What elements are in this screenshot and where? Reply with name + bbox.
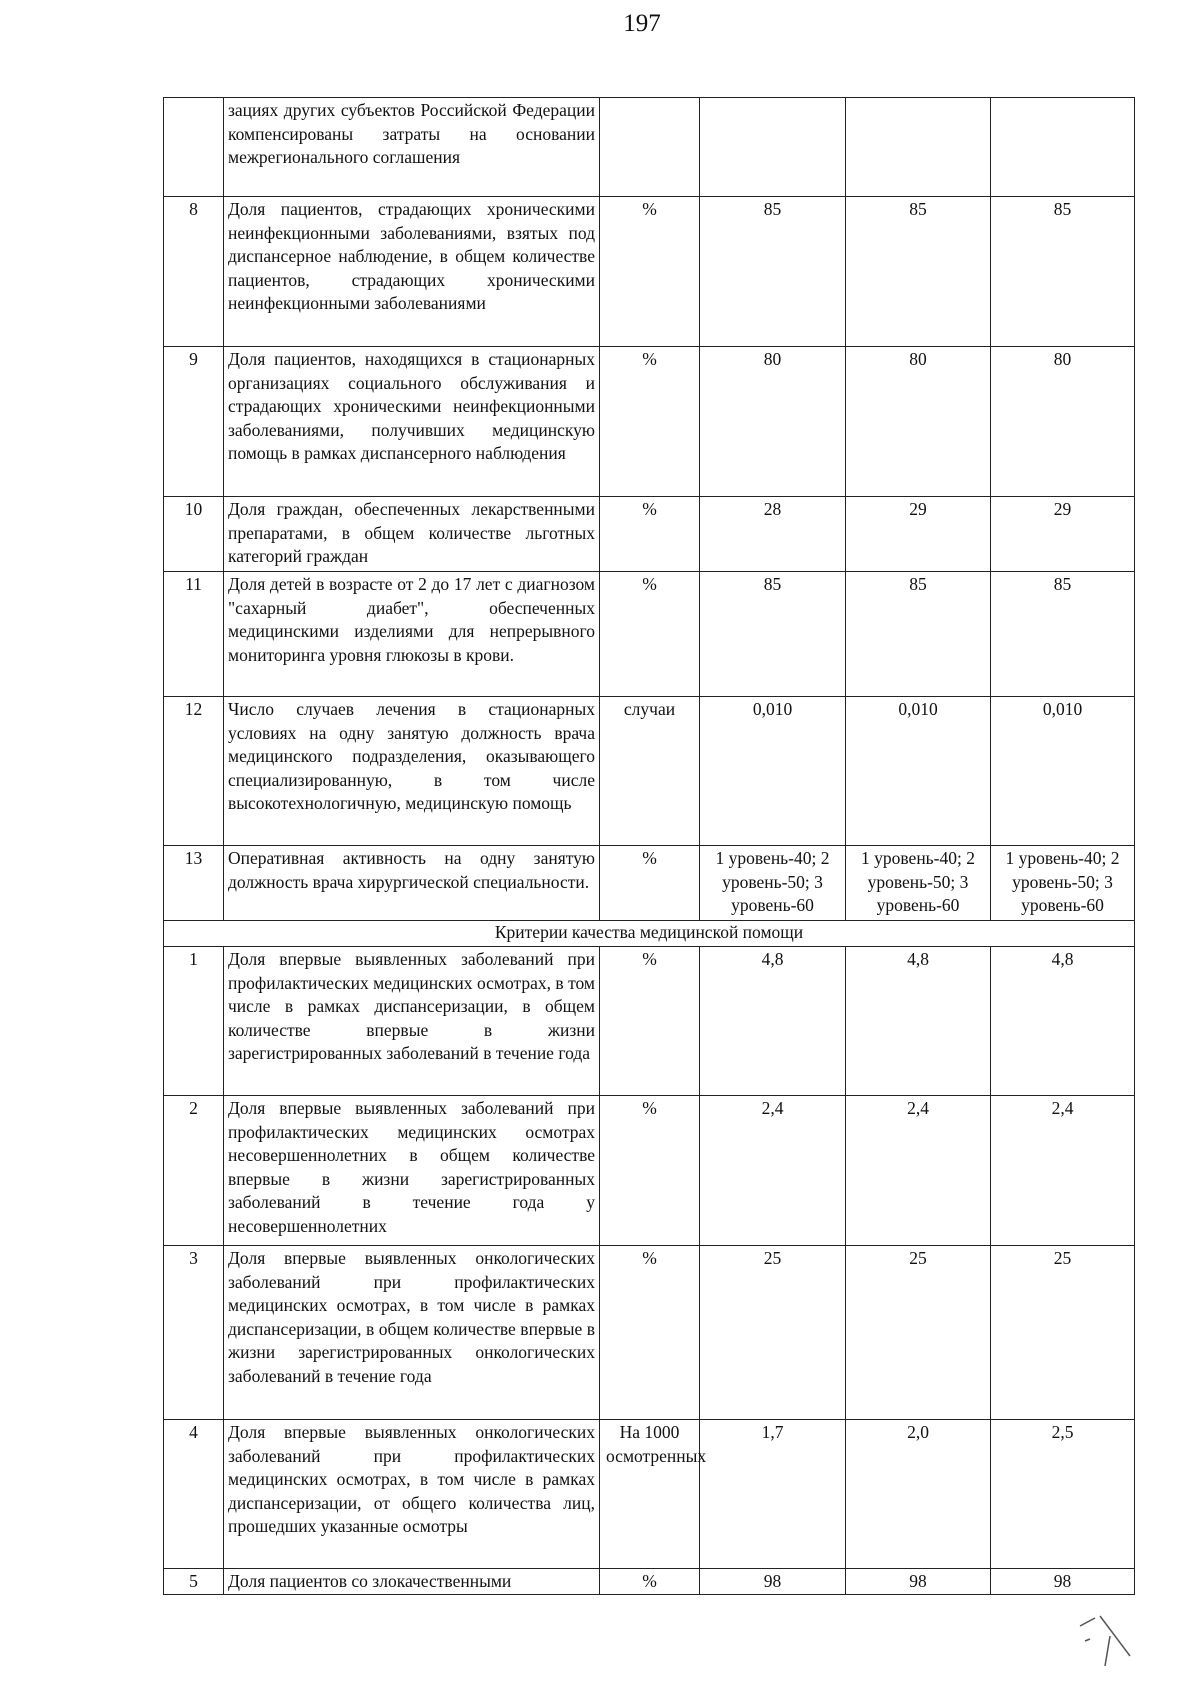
row-value-2: 85	[846, 572, 991, 697]
row-description: зациях других субъектов Российской Федерации компенсированы затраты на основании межрегионального соглашения	[224, 98, 600, 197]
table-row	[164, 947, 1135, 1096]
row-value-3: 85	[991, 572, 1135, 697]
row-unit: %	[600, 197, 700, 347]
row-description: Доля впервые выявленных заболеваний при профилактических медицинских осмотрах несовершеннолетних в общем количестве впервые в жизни зарегистрированных заболеваний в течение года у несовершеннолетних	[224, 1096, 600, 1246]
row-value-1: 1 уровень-40; 2 уровень-50; 3 уровень-60	[700, 846, 846, 921]
row-description: Доля граждан, обеспеченных лекарственными препаратами, в общем количестве льготных категорий граждан	[224, 497, 600, 572]
row-value-3: 4,8	[991, 947, 1135, 1096]
row-unit: %	[600, 497, 700, 572]
row-description: Доля пациентов, страдающих хроническими неинфекционными заболеваниями, взятых под диспансерное наблюдение, в общем количестве пациентов, страдающих хроническими неинфекционными заболеваниями	[224, 197, 600, 347]
row-unit	[600, 98, 700, 197]
section-title: Критерии качества медицинской помощи	[164, 921, 1135, 947]
row-description: Доля пациентов, находящихся в стационарных организациях социального обслуживания и страдающих хроническими неинфекционными заболеваниями, получивших медицинскую помощь в рамках диспансерного наблюдения	[224, 347, 600, 497]
row-value-3: 25	[991, 1246, 1135, 1420]
row-description: Доля впервые выявленных онкологических заболеваний при профилактических медицинских осмотрах, в том числе в рамках диспансеризации, в общем количестве впервые в жизни зарегистрированных онкологических заболеваний в течение года	[224, 1246, 600, 1420]
row-description: Число случаев лечения в стационарных условиях на одну занятую должность врача медицинского подразделения, оказывающего специализированную, в том числе высокотехнологичную, медицинскую помощь	[224, 697, 600, 846]
row-number: 4	[164, 1420, 224, 1569]
row-number: 12	[164, 697, 224, 846]
row-number	[164, 98, 224, 197]
row-value-2: 85	[846, 197, 991, 347]
row-value-2	[846, 98, 991, 197]
table-row	[164, 1246, 1135, 1420]
row-value-1: 28	[700, 497, 846, 572]
row-description: Оперативная активность на одну занятую должность врача хирургической специальности.	[224, 846, 600, 921]
table-row	[164, 572, 1135, 697]
row-unit: %	[600, 572, 700, 697]
row-description: Доля пациентов со злокачественными	[224, 1569, 600, 1595]
row-value-1	[700, 98, 846, 197]
row-number: 9	[164, 347, 224, 497]
row-unit: %	[600, 347, 700, 497]
page-number: 197	[623, 10, 661, 37]
row-unit: %	[600, 1096, 700, 1246]
table-row	[164, 1420, 1135, 1569]
table-row	[164, 497, 1135, 572]
row-number: 3	[164, 1246, 224, 1420]
row-number: 10	[164, 497, 224, 572]
row-number: 5	[164, 1569, 224, 1595]
row-value-2: 1 уровень-40; 2 уровень-50; 3 уровень-60	[846, 846, 991, 921]
table-row	[164, 1096, 1135, 1246]
table-row	[164, 98, 1135, 197]
row-unit: %	[600, 1569, 700, 1595]
row-unit: %	[600, 846, 700, 921]
table-row	[164, 197, 1135, 347]
row-number: 8	[164, 197, 224, 347]
row-value-3: 80	[991, 347, 1135, 497]
row-value-3: 29	[991, 497, 1135, 572]
row-value-3: 2,4	[991, 1096, 1135, 1246]
row-value-2: 25	[846, 1246, 991, 1420]
table-row	[164, 347, 1135, 497]
row-value-1: 2,4	[700, 1096, 846, 1246]
row-value-3	[991, 98, 1135, 197]
row-value-1: 4,8	[700, 947, 846, 1096]
row-value-2: 2,0	[846, 1420, 991, 1569]
row-value-2: 4,8	[846, 947, 991, 1096]
row-value-2: 29	[846, 497, 991, 572]
row-value-1: 85	[700, 572, 846, 697]
row-value-2: 2,4	[846, 1096, 991, 1246]
row-value-3: 2,5	[991, 1420, 1135, 1569]
row-value-3: 85	[991, 197, 1135, 347]
row-unit: %	[600, 947, 700, 1096]
row-description: Доля впервые выявленных заболеваний при профилактических медицинских осмотрах, в том числе в рамках диспансеризации, в общем количестве впервые в жизни зарегистрированных заболеваний в течение года	[224, 947, 600, 1096]
table-row	[164, 697, 1135, 846]
table-row	[164, 846, 1135, 921]
section-header-row	[164, 921, 1135, 947]
row-value-1: 80	[700, 347, 846, 497]
row-description: Доля впервые выявленных онкологических заболеваний при профилактических медицинских осмотрах, в том числе в рамках диспансеризации, от общего количества лиц, прошедших указанные осмотры	[224, 1420, 600, 1569]
row-number: 1	[164, 947, 224, 1096]
row-number: 11	[164, 572, 224, 697]
row-description: Доля детей в возрасте от 2 до 17 лет с диагнозом "сахарный диабет", обеспеченных медицинскими изделиями для непрерывного мониторинга уровня глюкозы в крови.	[224, 572, 600, 697]
scan-mark-decoration	[1070, 1606, 1140, 1676]
row-unit: случаи	[600, 697, 700, 846]
row-value-2: 80	[846, 347, 991, 497]
indicators-table	[163, 97, 1135, 1595]
row-value-3: 0,010	[991, 697, 1135, 846]
row-value-2: 98	[846, 1569, 991, 1595]
row-value-1: 25	[700, 1246, 846, 1420]
row-value-3: 98	[991, 1569, 1135, 1595]
table-row	[164, 1569, 1135, 1595]
row-value-1: 85	[700, 197, 846, 347]
row-value-1: 98	[700, 1569, 846, 1595]
row-value-2: 0,010	[846, 697, 991, 846]
row-value-3: 1 уровень-40; 2 уровень-50; 3 уровень-60	[991, 846, 1135, 921]
row-value-1: 1,7	[700, 1420, 846, 1569]
row-number: 13	[164, 846, 224, 921]
row-unit: На 1000 осмотренных	[600, 1420, 700, 1569]
row-unit: %	[600, 1246, 700, 1420]
row-number: 2	[164, 1096, 224, 1246]
row-value-1: 0,010	[700, 697, 846, 846]
